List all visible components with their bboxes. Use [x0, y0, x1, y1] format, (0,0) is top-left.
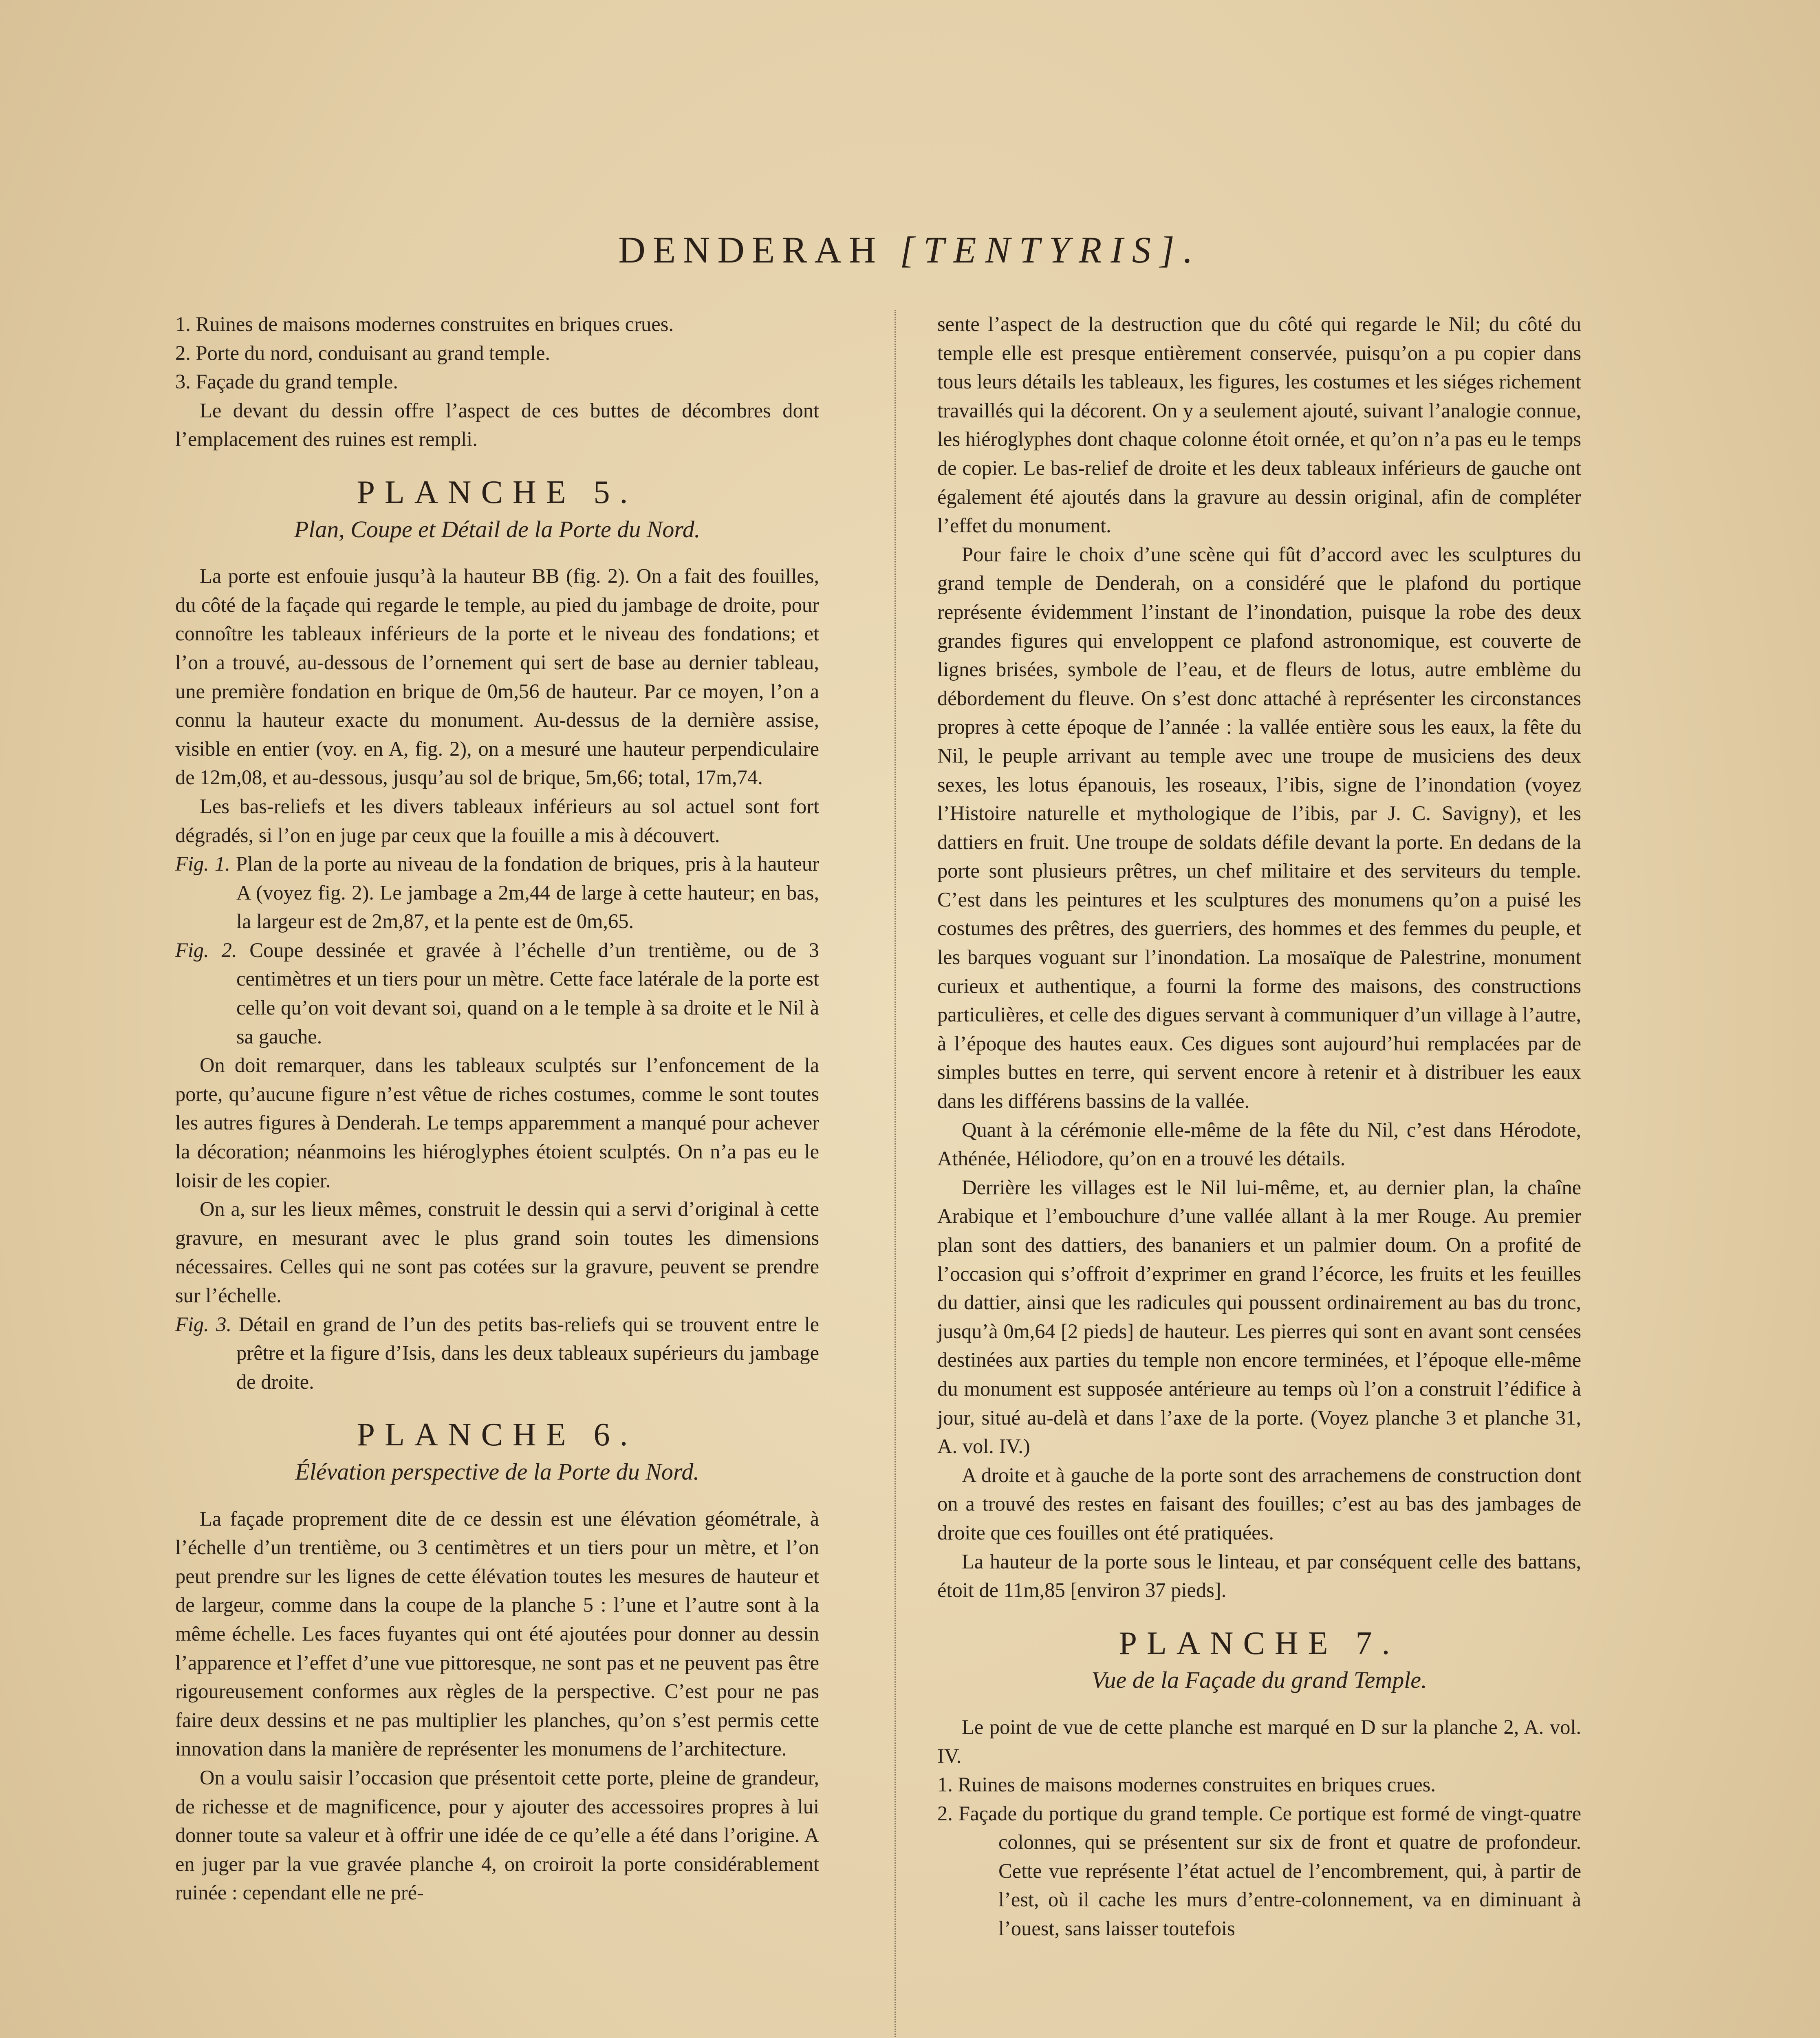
paragraph: Pour faire le choix d’une scène qui fût d’accord avec les sculptures du grand temple de Denderah, on a considéré que le plafond du portique représente évidemment l’instant de l’inondation, puisque la robe des deux grandes figures qui enveloppent ce plafond astronomique, est couverte de lignes brisées, symbole de l’eau, et de fleurs de lotus, autre emblème du débordement du fleuve. On s’est donc attaché à représenter les circonstances propres à cette époque de l’année : la vallée entière sous les eaux, la fête du Nil, le peuple arrivant au temple avec une troupe de musiciens des deux sexes, les lotus épanouis, les roseaux, l’ibis, signe de l’inondation (voyez l’Histoire naturelle et mythologique de l’ibis, par J. C. Savigny), et les dattiers en fruit. Une troupe de soldats défile devant la porte. En dedans de la porte sont plusieurs prêtres, un chef militaire et des serviteurs du temple. C’est dans les peintures et les sculptures des monumens qu’on a puisé les costumes des prêtres, des guerriers, des hommes et des femmes du peuple, et les barques voguant sur l’inondation. La mosaïque de Palestrine, monument curieux et authentique, a fourni la forme des maisons, des constructions particulières, et celle des digues servant à communiquer d’un village à l’autre, à l’époque des hautes eaux. Ces digues sont aujourd’hui remplacées par de simples buttes en terre, qui servent encore à retenir et à distribuer les eaux dans les différens bassins de la vallée. [937, 543, 1581, 1113]
fig-text: Détail en grand de l’un des petits bas-reliefs qui se trouvent entre le prêtre et la figure d’Isis, dans les deux tableaux supérieurs du jambage de droite. [236, 1312, 820, 1393]
paragraph: Le devant du dessin offre l’aspect de ces buttes de décombres dont l’emplacement des ruines est rempli. [175, 399, 819, 451]
plate-5-title: PLANCHE 5. [357, 474, 638, 510]
figure-note-1 [175, 849, 819, 936]
header-title: DENDERAH [618, 229, 884, 271]
paragraph: On a, sur les lieux mêmes, construit le dessin qui a servi d’original à cette gravure, en mesurant avec le plus grand soin toutes les dimensions nécessaires. Celles qui ne sont pas cotées sur la gravure, peuvent se prendre sur l’échelle. [175, 1198, 819, 1307]
fig-label: Fig. 3. [175, 1312, 232, 1336]
plate-6-title: PLANCHE 6. [357, 1417, 638, 1453]
fig-text: Coupe dessinée et gravée à l’échelle d’un trentième, ou de 3 centimètres et un tiers pour un mètre. Cette face latérale de la porte est celle qu’on voit devant soi, quand on a le temple à sa droite et le Nil à sa gauche. [236, 938, 820, 1048]
list-item: 1. Ruines de maisons modernes construites en briques crues. [937, 1773, 1436, 1796]
left-column [175, 310, 819, 1907]
paragraph: Le point de vue de cette planche est marqué en D sur la planche 2, A. vol. IV. [937, 1715, 1581, 1767]
fig-label: Fig. 1. [175, 852, 230, 876]
list-item: 3. Façade du grand temple. [175, 370, 398, 393]
plate-5-subtitle: Plan, Coupe et Détail de la Porte du Nord. [294, 516, 701, 543]
figure-note-3 [175, 1310, 819, 1396]
fig-label: Fig. 2. [175, 938, 237, 962]
paragraph: A droite et à gauche de la porte sont des arrachemens de construction dont on a trouvé des restes en faisant des fouilles; c’est au bas des jambages de droite que ces fouilles ont été pratiquées. [937, 1463, 1581, 1544]
paragraph: sente l’aspect de la destruction que du côté qui regarde le Nil; du côté du temple elle est presque entièrement conservée, puisqu’on a pu copier dans tous leurs détails les tableaux, les figures, les costumes et les siéges richement travaillés qui la décorent. On y a seulement ajouté, suivant l’analogie connue, les hiéroglyphes dont chaque colonne étoit ornée, et qu’on n’a pas eu le temps de copier. Le bas-relief de droite et les deux tableaux inférieurs de gauche ont également été ajoutés dans la gravure au dessin original, afin de compléter l’effet du monument. [937, 313, 1581, 537]
figure-note-2 [175, 936, 819, 1051]
paragraph: Quant à la cérémonie elle-même de la fête du Nil, c’est dans Hérodote, Athénée, Héliodore, qu’on en a trouvé les détails. [937, 1118, 1581, 1170]
plate-7-title: PLANCHE 7. [1119, 1625, 1400, 1661]
paragraph: Derrière les villages est le Nil lui-même, et, au dernier plan, la chaîne Arabique et l’embouchure d’une vallée allant à la mer Rouge. Au premier plan sont des dattiers, des bananiers et un palmier doum. On a profité de l’occasion qui s’offroit d’exprimer en grand l’écorce, les fruits et les feuilles du dattier, ainsi que les radicules qui poussent ordinairement au bas du tronc, jusqu’à 0m,64 [2 pieds] de hauteur. Les pierres qui sont en avant sont censées destinées aux parties du temple non encore terminées, et l’époque elle-même du monument est supposée antérieure au temps où l’on a construit l’édifice à jour, situé au-delà et dans l’axe de la porte. (Voyez planche 3 et planche 31, A. vol. IV.) [937, 1176, 1581, 1458]
paragraph: Les bas-reliefs et les divers tableaux inférieurs au sol actuel sont fort dégradés, si l’on en juge par ceux que la fouille a mis à découvert. [175, 794, 819, 847]
paragraph: La hauteur de la porte sous le linteau, et par conséquent celle des battans, étoit de 11m,85 [environ 37 pieds]. [937, 1550, 1581, 1602]
list-item: 2. Porte du nord, conduisant au grand temple. [175, 341, 551, 364]
column-divider [895, 310, 904, 2038]
fig-text: Plan de la porte au niveau de la fondation de briques, pris à la hauteur A (voyez fig. 2). Le jambage a 2m,44 de large à cette hauteur; en bas, la largeur est de 2m,87, et la pente est de 0m,65. [236, 852, 819, 933]
plate-6-subtitle: Élévation perspective de la Porte du Nord. [295, 1458, 699, 1485]
right-column [937, 310, 1581, 1943]
paragraph: On doit remarquer, dans les tableaux sculptés sur l’enfoncement de la porte, qu’aucune figure n’est vêtue de riches costumes, comme le sont toutes les autres figures à Denderah. Le temps apparemment a manqué pour achever la décoration; néanmoins les hiéroglyphes étoient sculptés. On n’a pas eu le loisir de les copier. [175, 1054, 819, 1192]
paragraph: La porte est enfouie jusqu’à la hauteur BB (fig. 2). On a fait des fouilles, du côté de la façade qui regarde le temple, au pied du jambage de droite, pour connoître les tableaux inférieurs de la porte et le niveau des fondations; et l’on a trouvé, au-dessous de l’ornement qui sert de base au dernier tableau, une première fondation en brique de 0m,56 de hauteur. Par ce moyen, l’on a connu la hauteur exacte du monument. Au-dessus de la dernière assise, visible en entier (voy. en A, fig. 2), on a mesuré une hauteur perpendiculaire de 12m,08, et au-dessous, jusqu’au sol de brique, 5m,66; total, 17m,74. [175, 565, 819, 789]
plate-7-subtitle: Vue de la Façade du grand Temple. [1091, 1667, 1427, 1694]
page-header [0, 228, 1820, 271]
paragraph: La façade proprement dite de ce dessin est une élévation géométrale, à l’échelle d’un trentième, ou 3 centimètres et un tiers pour un mètre, et l’on peut prendre sur les lignes de cette élévation toutes les mesures de hauteur et de largeur, comme dans la coupe de la planche 5 : l’une et l’autre sont à la même échelle. Les faces fuyantes qui ont été ajoutées pour donner au dessin l’apparence et l’effet d’une vue pittoresque, ne sont pas et ne peuvent pas être rigoureusement conformes aux règles de la perspective. C’est pour ne pas faire deux dessins et ne pas multiplier les planches, qu’on s’est permis cette innovation dans la manière de représenter les monumens de l’architecture. [175, 1507, 819, 1760]
list-item: 1. Ruines de maisons modernes construites en briques crues. [175, 313, 674, 335]
list-item: 2. Façade du portique du grand temple. Ce portique est formé de vingt-quatre colonnes, qui se présentent sur six de front et quatre de profondeur. Cette vue représente l’état actuel de l’encombrement, qui, à partir de l’est, où il cache les murs d’entre-colonnement, va en diminuant à l’ouest, sans laisser toutefois [937, 1802, 1581, 1940]
header-subtitle: [TENTYRIS]. [900, 229, 1202, 271]
paragraph: On a voulu saisir l’occasion que présentoit cette porte, pleine de grandeur, de richesse et de magnificence, pour y ajouter des accessoires propres à lui donner toute sa valeur et à offrir une idée de ce qu’elle a été dans l’origine. A en juger par la vue gravée planche 4, on croiroit la porte considérablement ruinée : cependant elle ne pré- [175, 1766, 819, 1904]
